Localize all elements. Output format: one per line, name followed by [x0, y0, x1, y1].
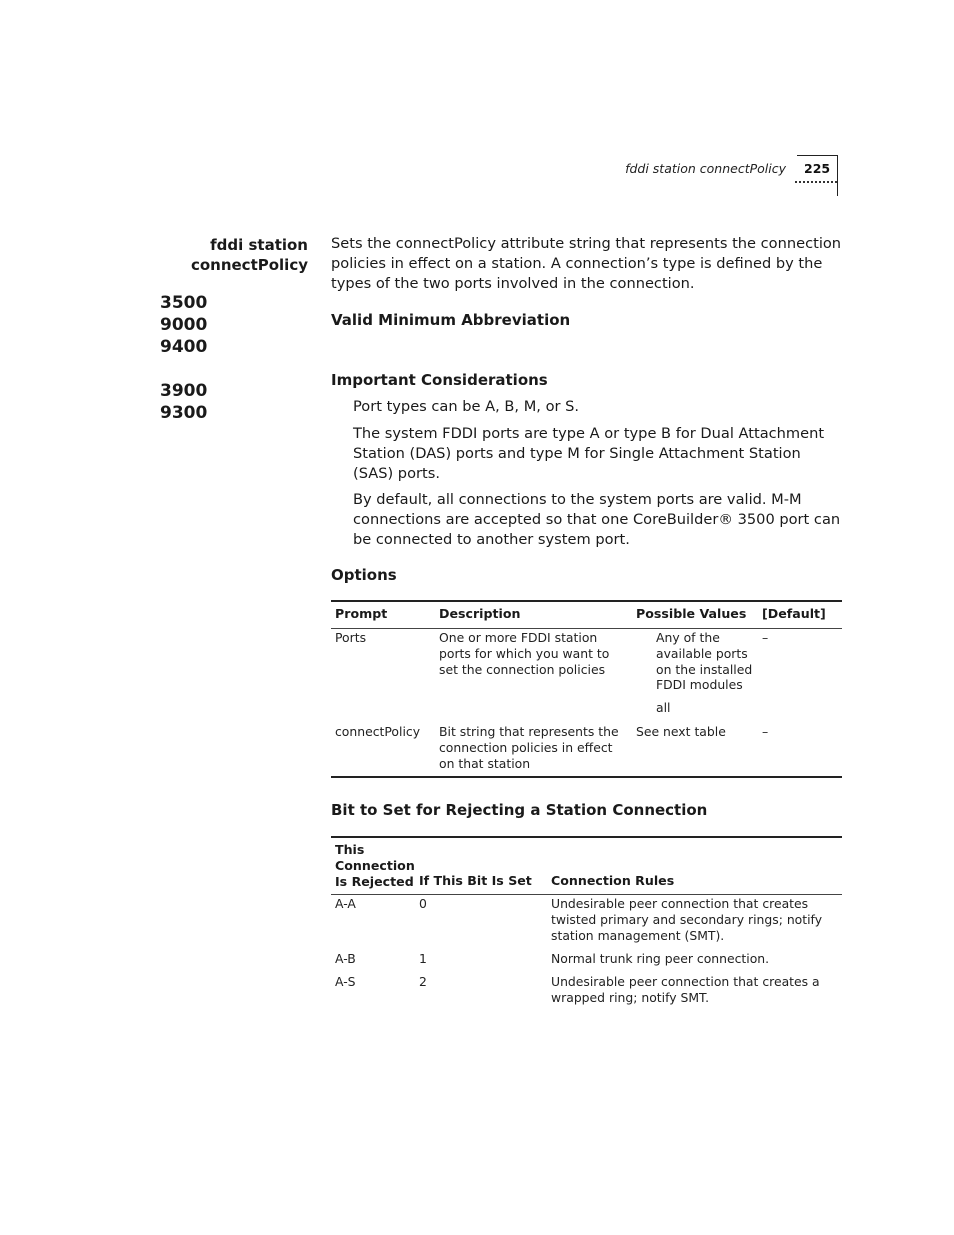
cell-connection: A-B: [335, 951, 356, 966]
cell-value: See next table: [636, 724, 726, 739]
bit-table-heading: Bit to Set for Rejecting a Station Connection: [331, 801, 708, 819]
table-top-rule: [331, 836, 842, 838]
considerations-heading: Important Considerations: [331, 371, 548, 389]
options-table: [331, 600, 842, 778]
cell-default: –: [762, 724, 769, 739]
cell-bit: 2: [419, 974, 427, 989]
table-header-rule: [331, 894, 842, 895]
cell-connection: A-A: [335, 896, 356, 911]
model-number: 9400: [160, 337, 208, 357]
consideration-paragraph: By default, all connections to the system ports are valid. M-M connections are accepted so that one CoreBuilder® 3500 port can be connected to another system port.: [353, 491, 841, 548]
cell-bit: 0: [419, 896, 427, 911]
model-list-group1: [160, 292, 207, 358]
model-number: 9300: [160, 403, 208, 423]
column-header-connection: This Connection Is Rejected: [335, 842, 415, 889]
model-number: 3900: [160, 381, 208, 401]
column-header-possible-values: Possible Values: [636, 606, 747, 621]
command-title-line2: connectPolicy: [190, 256, 308, 274]
cell-rule: Undesirable peer connection that creates twisted primary and secondary rings; notify station management (SMT).: [551, 896, 823, 943]
table-header-rule: [331, 628, 842, 629]
table-bottom-rule: [331, 776, 842, 778]
cell-value: Any of the available ports on the installed FDDI modules: [656, 630, 753, 693]
command-title: [191, 235, 308, 275]
cell-description: One or more FDDI station ports for which you want to set the connection policies: [439, 630, 610, 677]
page-number-dotted-rule: [795, 181, 837, 183]
column-header-rules: Connection Rules: [551, 873, 675, 888]
model-number: 3500: [160, 293, 208, 313]
consideration-paragraph: Port types can be A, B, M, or S.: [353, 398, 580, 415]
cell-rule: Normal trunk ring peer connection.: [551, 951, 770, 966]
options-heading: Options: [331, 566, 397, 584]
model-number: 9000: [160, 315, 208, 335]
abbreviation-heading: Valid Minimum Abbreviation: [331, 311, 571, 329]
intro-paragraph: Sets the connectPolicy attribute string that represents the connection policies in effect on a station. A connection’s type is defined by the types of the two ports involved in the connection.: [331, 235, 842, 292]
column-header-prompt: Prompt: [335, 606, 388, 621]
cell-bit: 1: [419, 951, 427, 966]
command-title-line1: fddi station: [210, 236, 308, 254]
cell-prompt: Ports: [335, 630, 367, 645]
cell-value: all: [656, 700, 671, 715]
table-top-rule: [331, 600, 842, 602]
cell-rule: Undesirable peer connection that creates a wrapped ring; notify SMT.: [551, 974, 820, 1005]
page-number: 225: [804, 161, 831, 176]
model-list-group2: [160, 380, 207, 424]
cell-connection: A-S: [335, 974, 356, 989]
cell-prompt: connectPolicy: [335, 724, 421, 739]
column-header-description: Description: [439, 606, 521, 621]
column-header-bit: If This Bit Is Set: [419, 873, 532, 888]
consideration-paragraph: The system FDDI ports are type A or type B for Dual Attachment Station (DAS) ports and type M for Single Attachment Station (SAS) ports.: [353, 425, 825, 482]
column-header-default: [Default]: [762, 606, 826, 621]
running-title: fddi station connectPolicy: [625, 161, 786, 176]
bit-table: [331, 836, 842, 1016]
cell-description: Bit string that represents the connection policies in effect on that station: [439, 724, 619, 771]
cell-default: –: [762, 630, 769, 645]
